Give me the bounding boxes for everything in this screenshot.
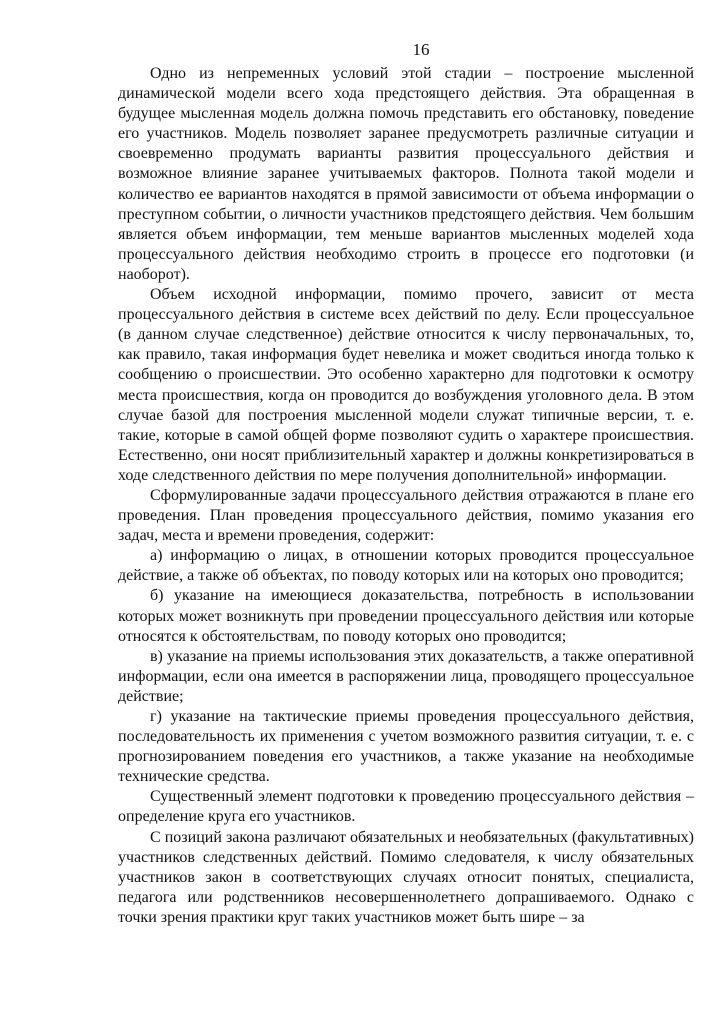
list-item-v: в) указание на приемы использования этих доказательств, а также оперативной информации, если она имеется в распоряжении лица, проводящего процессуальное действие; [118,647,694,705]
paragraph-initial-information: Объем исходной информации, помимо прочего, зависит от места процессуального действия в системе всех действий по делу. Если процессуальное (в данном случае следственное) действие относится к числу первоначальных, то, как правило, такая информация будет невелика и может сводиться иногда только к сообщению о происшествии. Это особенно характерно для подготовки к осмотру места происшествия, когда он проводится до возбуждения уголовного дела. В этом случае базой для построения мысленной модели служат типичные версии, т. е. такие, которые в самой общей форме позволяют судить о характере происшествия. Естественно, они носят приблизительный характер и должны конкретизироваться в ходе следственного действия по мере получения дополнительной» информации. [118,286,694,484]
list-item-b: б) указание на имеющиеся доказательства, потребность в использовании которых может возникнуть при проведении процессуального действия или которые относятся к обстоятельствам, по поводу которых оно проводится; [118,587,694,645]
paragraph-plan-contents: Сформулированные задачи процессуального действия отражаются в плане его проведения. План проведения процессуального действия, помимо указания его задач, места и времени проведения, содержит: [118,486,694,545]
document-text [118,64,694,928]
paragraph-participants: Существенный элемент подготовки к проведению процессуального действия – определение круга его участников. [118,788,694,826]
page-number: 16 [412,40,430,59]
list-item-a: а) информацию о лицах, в отношении которых проводится процессуальное действие, а также об объектах, по поводу которых или на которых оно проводится; [118,547,694,585]
paragraph-law-positions: С позиций закона различают обязательных и необязательных (факультативных) участников следственных действий. Помимо следователя, к числу обязательных участников закон в соответствующих случаях относит понятых, специалиста, педагога или родственников несовершеннолетнего допрашиваемого. Однако с точки зрения практики круг таких участников может быть шире – за [118,828,694,926]
list-item-g: г) указание на тактические приемы проведения процессуального действия, последовательность их применения с учетом возможного развития ситуации, т. е. с прогнозированием поведения его участников, а также указание на необходимые технические средства. [118,708,694,786]
paragraph-mental-model: Одно из непременных условий этой стадии – построение мысленной динамической модели всего хода предстоящего действия. Эта обращенная в будущее мысленная модель должна помочь представить его обстановку, поведение его участников. Модель позволяет заранее предусмотреть различные ситуации и своевременно продумать варианты развития процессуального действия и возможное влияние заранее учитываемых факторов. Полнота такой модели и количество ее вариантов находятся в прямой зависимости от объема информации о преступном событии, о личности участников предстоящего действия. Чем большим является объем информации, тем меньше вариантов мысленных моделей хода процессуального действия необходимо строить в процессе его подготовки (и наоборот). [118,65,694,283]
